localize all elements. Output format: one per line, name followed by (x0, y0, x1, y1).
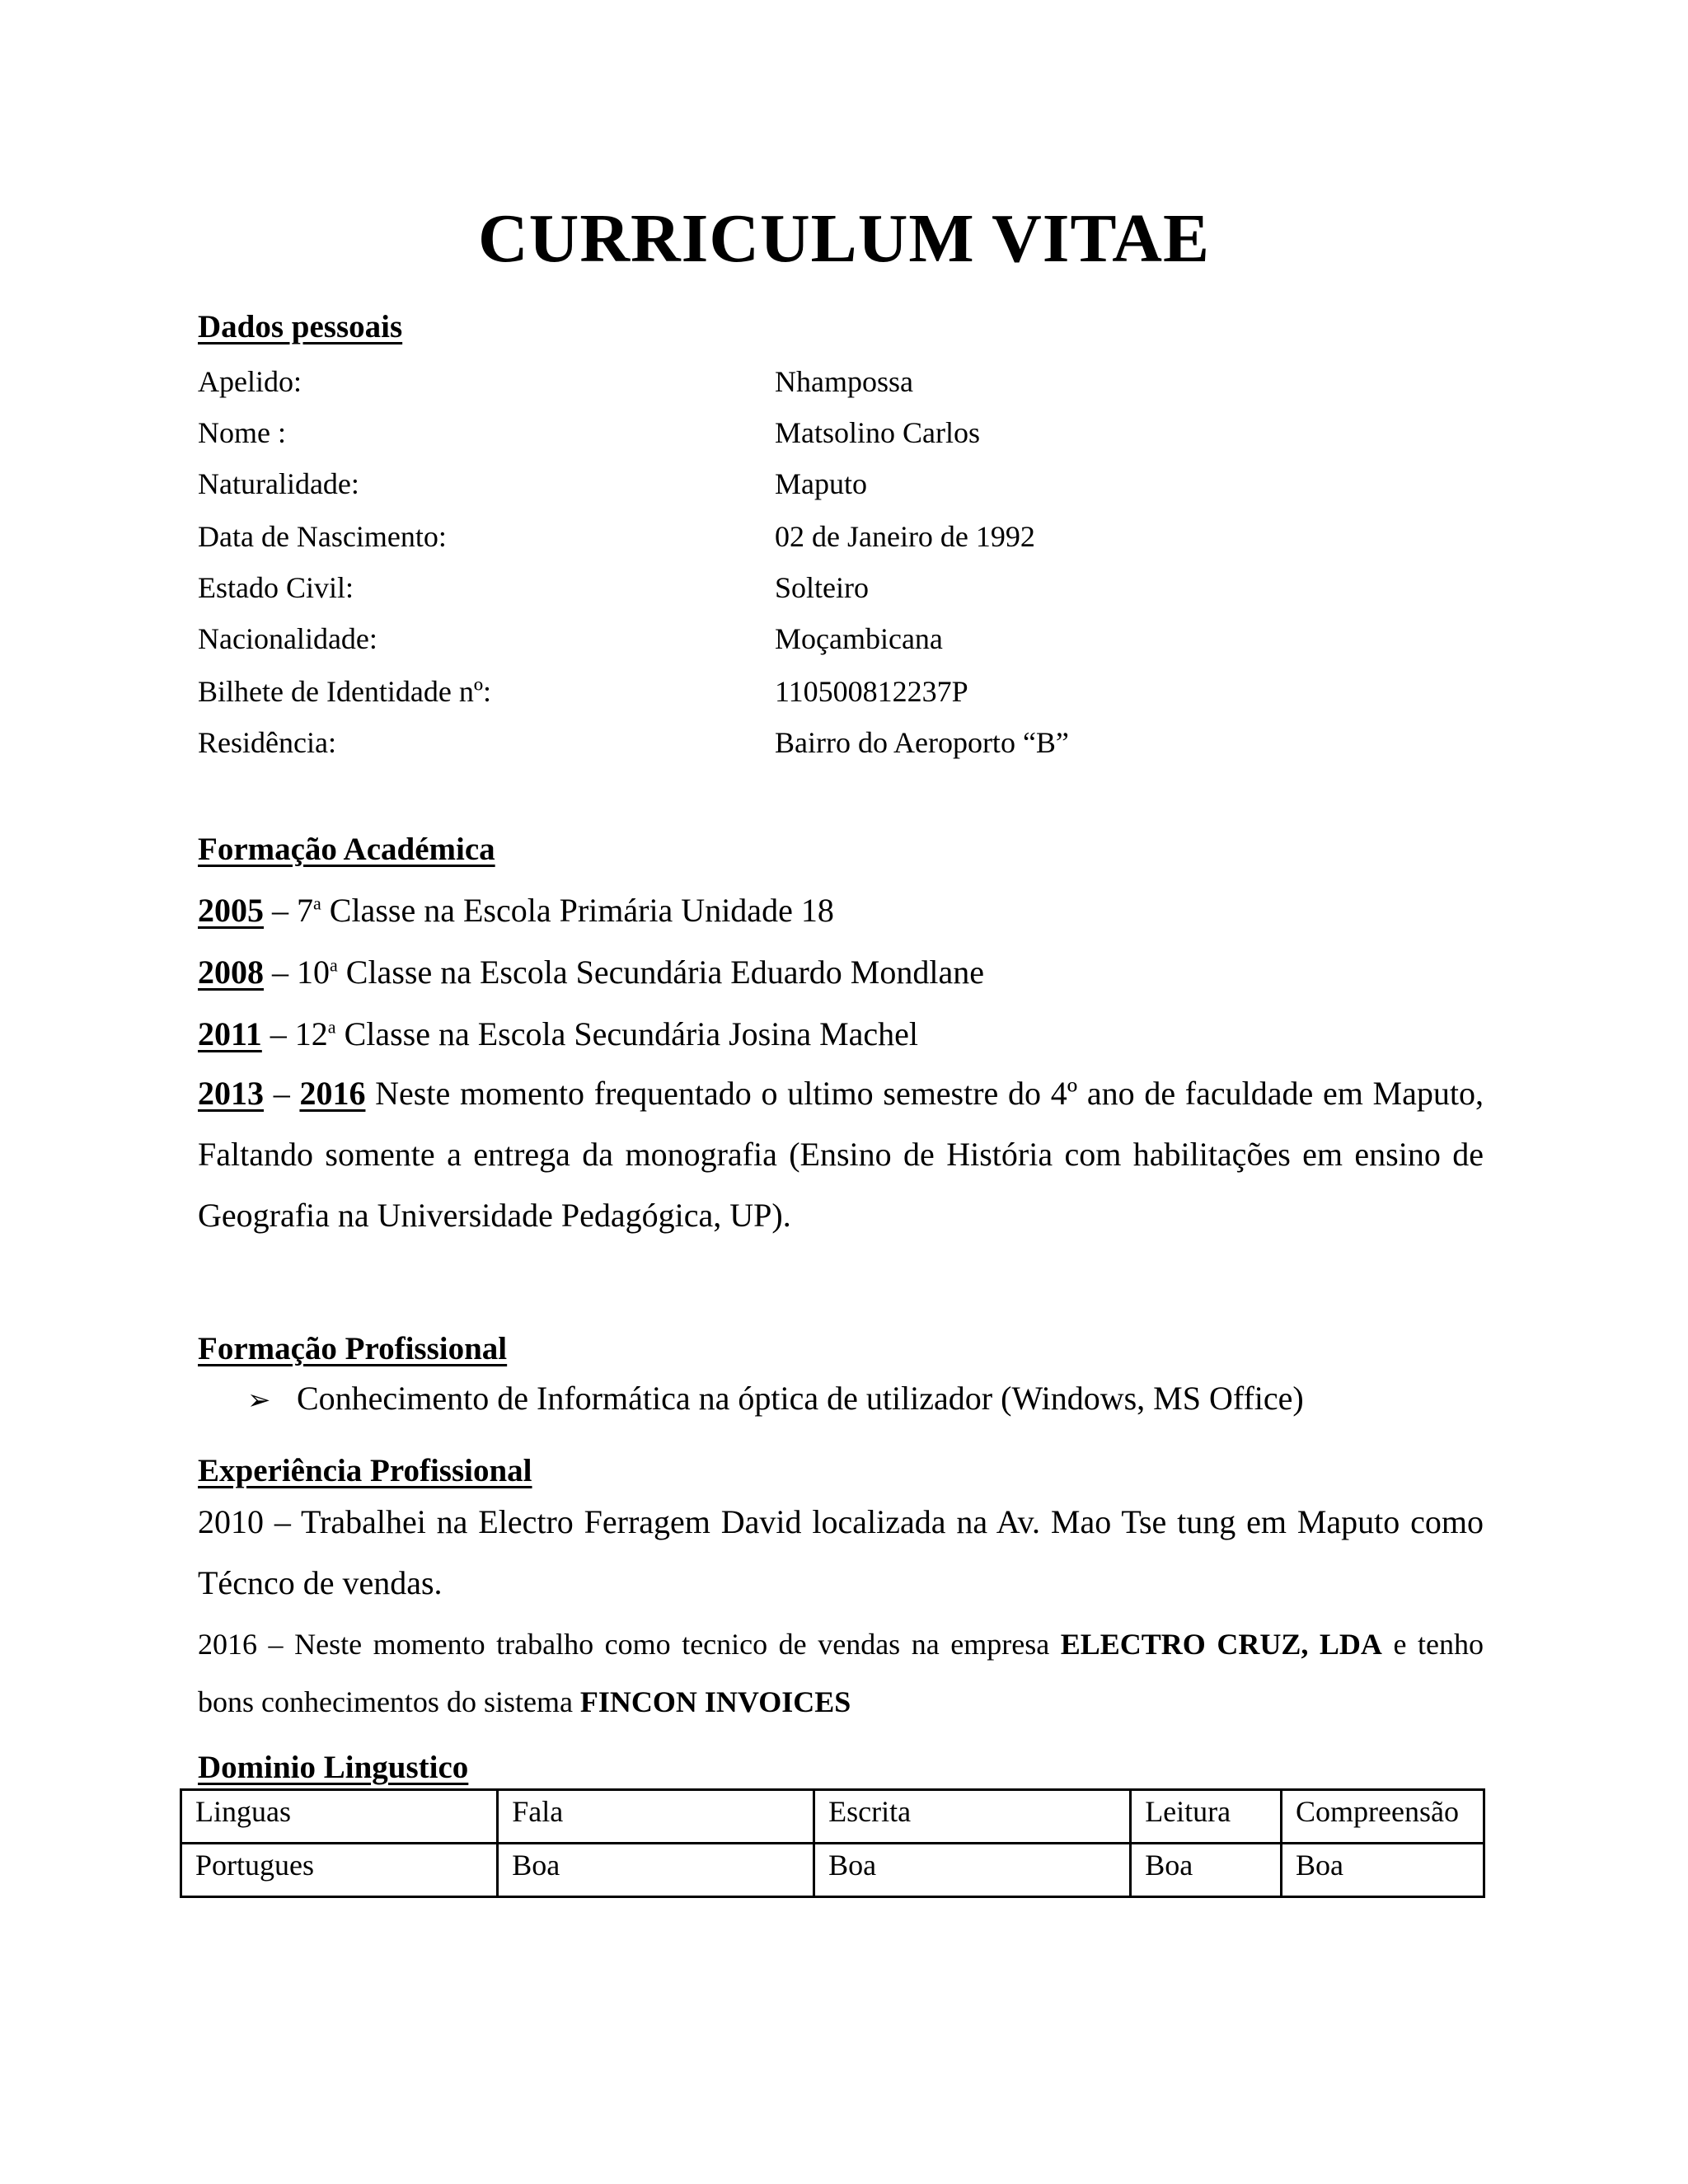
table-header-cell: Compreensão (1282, 1790, 1484, 1844)
education-year: 2005 (198, 892, 264, 929)
grade: 7 (297, 892, 313, 929)
experience-item: 2010 – Trabalhei na Electro Ferragem David localizada na Av. Mao Tse tung em Maputo como Técnco de vendas. (198, 1503, 1484, 1601)
field-label: Bilhete de Identidade nº: (198, 675, 492, 708)
table-header-row (181, 1790, 1484, 1844)
table-cell: Boa (1282, 1844, 1484, 1897)
field-value: Solteiro (775, 571, 869, 604)
company-name: ELECTRO CRUZ, LDA (1060, 1628, 1382, 1661)
education-item (198, 880, 1484, 941)
system-name: FINCON INVOICES (579, 1685, 851, 1718)
personal-row-marital-status (198, 567, 1484, 608)
personal-row-birthplace (198, 463, 1484, 504)
grade: 12 (294, 1015, 328, 1052)
separator: – (264, 892, 297, 929)
training-heading: Formação Profissional (198, 1331, 508, 1366)
separator: – (264, 954, 297, 991)
field-value: Nhampossa (775, 365, 913, 398)
separator: – (264, 1075, 300, 1112)
field-value: Matsolino Carlos (775, 416, 980, 449)
field-label: Nacionalidade: (198, 622, 377, 655)
training-text: Conhecimento de Informática na óptica de utilizador (Windows, MS Office) (297, 1380, 1304, 1417)
table-cell: Boa (1131, 1844, 1282, 1897)
education-year-start: 2013 (198, 1075, 264, 1112)
separator: – (261, 1015, 295, 1052)
field-label: Apelido: (198, 365, 302, 398)
education-text: Classe na Escola Primária Unidade 18 (321, 892, 834, 929)
table-header-cell: Linguas (181, 1790, 498, 1844)
education-text: Classe na Escola Secundária Eduardo Mondlane (337, 954, 984, 991)
education-year-end: 2016 (299, 1075, 366, 1112)
table-header-cell: Escrita (814, 1790, 1131, 1844)
personal-row-surname (198, 361, 1484, 402)
education-text: Classe na Escola Secundária Josina Machel (335, 1015, 919, 1052)
field-value: Bairro do Aeroporto “B” (775, 726, 1069, 759)
personal-row-nationality (198, 618, 1484, 659)
education-item (198, 1004, 1484, 1065)
field-value: Moçambicana (775, 622, 943, 655)
field-label: Estado Civil: (198, 571, 354, 604)
field-label: Nome : (198, 416, 286, 449)
experience-item (198, 1615, 1484, 1731)
education-item (198, 942, 1484, 1003)
personal-row-birthdate (198, 516, 1484, 557)
table-cell: Boa (814, 1844, 1131, 1897)
grade-suffix: a (330, 954, 338, 976)
experience-text: e tenho bons conhecimentos do sistema (198, 1628, 1484, 1718)
field-label: Residência: (198, 726, 336, 759)
personal-row-residence (198, 722, 1484, 763)
education-year: 2008 (198, 954, 264, 991)
personal-row-name (198, 412, 1484, 453)
table-header-cell: Fala (498, 1790, 814, 1844)
education-heading: Formação Académica (198, 832, 495, 867)
table-header-cell: Leitura (1131, 1790, 1282, 1844)
table-row (181, 1844, 1484, 1897)
training-bullet-item (247, 1368, 1304, 1431)
table-cell: Boa (498, 1844, 814, 1897)
grade-suffix: a (313, 893, 321, 914)
education-current (198, 1063, 1484, 1246)
field-value: 02 de Janeiro de 1992 (775, 520, 1035, 553)
grade-suffix: a (327, 1016, 336, 1038)
document-title: CURRICULUM VITAE (478, 200, 1210, 277)
languages-table (180, 1788, 1485, 1898)
experience-text: 2016 – Neste momento trabalho como tecnico de vendas na empresa (198, 1628, 1061, 1661)
field-label: Data de Nascimento: (198, 520, 447, 553)
personal-row-id-number (198, 671, 1484, 712)
field-label: Naturalidade: (198, 467, 359, 500)
field-value: Maputo (775, 467, 867, 500)
personal-data-heading: Dados pessoais (198, 309, 403, 344)
experience-heading: Experiência Profissional (198, 1453, 532, 1488)
field-value: 110500812237P (775, 675, 968, 708)
languages-heading: Dominio Lingustico (198, 1750, 469, 1785)
grade: 10 (297, 954, 330, 991)
table-cell: Portugues (181, 1844, 498, 1897)
education-year: 2011 (198, 1015, 262, 1052)
arrow-bullet-icon: ➢ (247, 1384, 271, 1417)
education-text: Neste momento frequentado o ultimo semestre do 4º ano de faculdade em Maputo, Faltando somente a entrega da monografia (Ensino de História com habilitações em ensino de Geografia na Universidade Pedagógica, UP). (198, 1075, 1484, 1234)
